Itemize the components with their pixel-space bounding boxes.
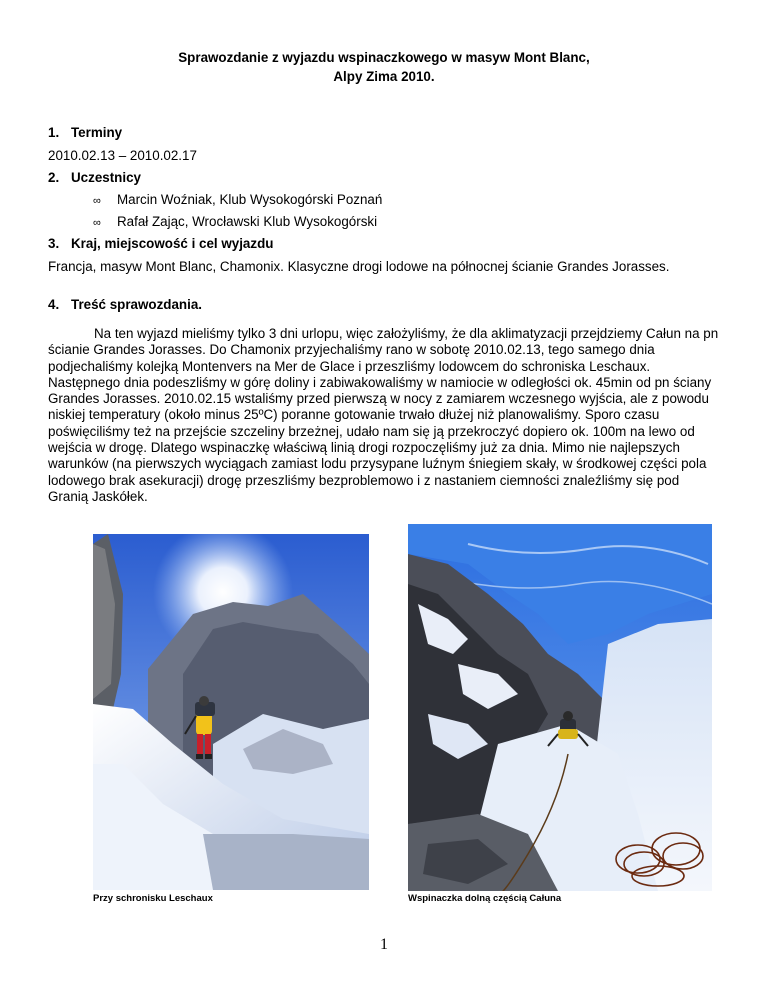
bullet-icon: ∞: [93, 195, 101, 207]
document-title: [0, 48, 768, 86]
photo-leschaux: [93, 534, 369, 890]
photo-caption-2: Wspinaczka dolną częścią Całuna: [408, 893, 562, 904]
dates-text: 2010.02.13 – 2010.02.17: [48, 148, 197, 163]
report-line: lodowego brak asekuracji) drogę przeszliśmy bezproblemowo i z nastaniem ciemności znaleźliśmy się: [48, 472, 654, 488]
report-line: schroniska Leschaux. Następnego dnia podeszliśmy w górę doliny i zabiwakowaliśmy w namiocie w: [48, 358, 651, 390]
destination-text: Francja, masyw Mont Blanc, Chamonix. Klasyczne drogi lodowe na północnej ścianie Grandes Jorasses.: [48, 259, 670, 274]
report-line: zamiarem wczesnego wyjścia, ale z powodu niskiej temperatury (około minus 25ºC) poranne: [48, 391, 709, 423]
photo-calun: [408, 524, 712, 891]
mountain-photo-2: [408, 524, 712, 891]
report-line: gotowanie trwało dłużej niż planowaliśmy. Sporo czasu poświęciliśmy też na przejście szczeliny: [48, 407, 660, 439]
report-paragraph: [48, 326, 720, 505]
report-line: Na ten wyjazd mieliśmy tylko 3 dni urlopu, więc założyliśmy, że dla aklimatyzacji przejdziemy Całun: [94, 326, 681, 341]
section-title: Kraj, miejscowość i cel wyjazdu: [71, 236, 274, 251]
section-number: 3.: [48, 236, 60, 251]
report-line: na pn ścianie Grandes Jorasses. Do Chamonix przyjechaliśmy rano w sobotę 2010.02.13, tego: [48, 326, 719, 358]
report-line: odległości ok. 45min od pn ściany Grandes Jorasses. 2010.02.15 wstaliśmy przed pierwszą w nocy z: [48, 374, 712, 407]
mountain-photo-1: [93, 534, 369, 890]
section-title: Terminy: [71, 125, 123, 140]
photo-caption-1: Przy schronisku Leschaux: [93, 893, 213, 904]
section-number: 4.: [48, 297, 60, 312]
page-number: 1: [380, 936, 388, 953]
section-number: 2.: [48, 170, 60, 185]
section-title: Uczestnicy: [71, 170, 141, 185]
participant-item: [93, 214, 377, 229]
report-line: wspinaczkę właściwą linią drogi rozpoczęliśmy już za dnia. Mimo nie najlepszych warunków (na: [48, 440, 680, 472]
participant-item: [93, 192, 382, 207]
report-line: brzeżnej, udało nam się ją przekroczyć dopiero ok. 100m na lewo od wejścia w drogę. Dlatego: [48, 423, 695, 456]
title-line-2: Alpy Zima 2010.: [333, 69, 435, 84]
section-number: 1.: [48, 125, 60, 140]
title-line-1: Sprawozdanie z wyjazdu wspinaczkowego w masyw Mont Blanc,: [178, 50, 590, 65]
report-line: pierwszych wyciągach zamiast lodu przysypane luźnym śniegiem skały, w środkowej części pola: [135, 456, 707, 472]
report-line: pod Granią Jaskółek.: [48, 472, 680, 504]
section-heading-4: [48, 297, 202, 312]
section-title: Treść sprawozdania.: [71, 297, 202, 312]
participant-name: Marcin Woźniak, Klub Wysokogórski Poznań: [117, 192, 383, 207]
bullet-icon: ∞: [93, 217, 101, 229]
section-heading-1: [48, 125, 122, 140]
report-line: samego dnia podjechaliśmy kolejką Montenvers na Mer de Glace i przeszliśmy lodowcem do: [48, 342, 655, 374]
section-heading-3: [48, 236, 273, 251]
section-heading-2: [48, 170, 141, 185]
participant-name: Rafał Zając, Wrocławski Klub Wysokogórski: [117, 214, 378, 229]
